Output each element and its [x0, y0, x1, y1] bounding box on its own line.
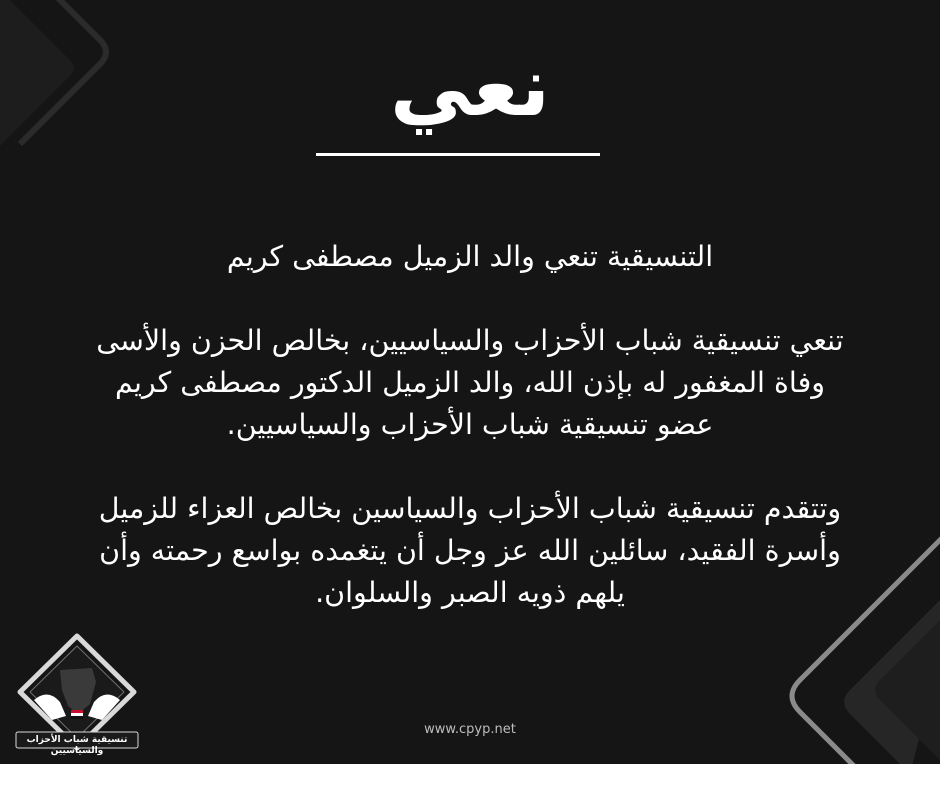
paragraph-line: يلهم ذويه الصبر والسلوان. — [315, 576, 625, 609]
paragraph-line: وتتقدم تنسيقية شباب الأحزاب والسياسين بخالص العزاء للزميل — [98, 492, 842, 525]
paragraph-line: عضو تنسيقية شباب الأحزاب والسياسيين. — [226, 408, 714, 441]
paragraph-condolence — [40, 320, 900, 446]
paragraph-sympathy — [40, 488, 900, 614]
logo-caption: تنسيقية شباب الأحزاب والسياسيين — [26, 735, 128, 756]
paragraph-line: وفاة المغفور له بإذن الله، والد الزميل الدكتور مصطفى كريم — [114, 366, 826, 399]
website-link[interactable]: www.cpyp.net — [424, 722, 516, 737]
announcement-heading: التنسيقية تنعي والد الزميل مصطفى كريم — [226, 240, 714, 273]
paragraph-line: تنعي تنسيقية شباب الأحزاب والسياسيين، بخالص الحزن والأسى — [96, 324, 844, 357]
paragraph-line: وأسرة الفقيد، سائلين الله عز وجل أن يتغمده بواسع رحمته وأن — [99, 534, 841, 567]
title-underline — [316, 153, 600, 156]
page-title: نعي — [389, 40, 551, 135]
